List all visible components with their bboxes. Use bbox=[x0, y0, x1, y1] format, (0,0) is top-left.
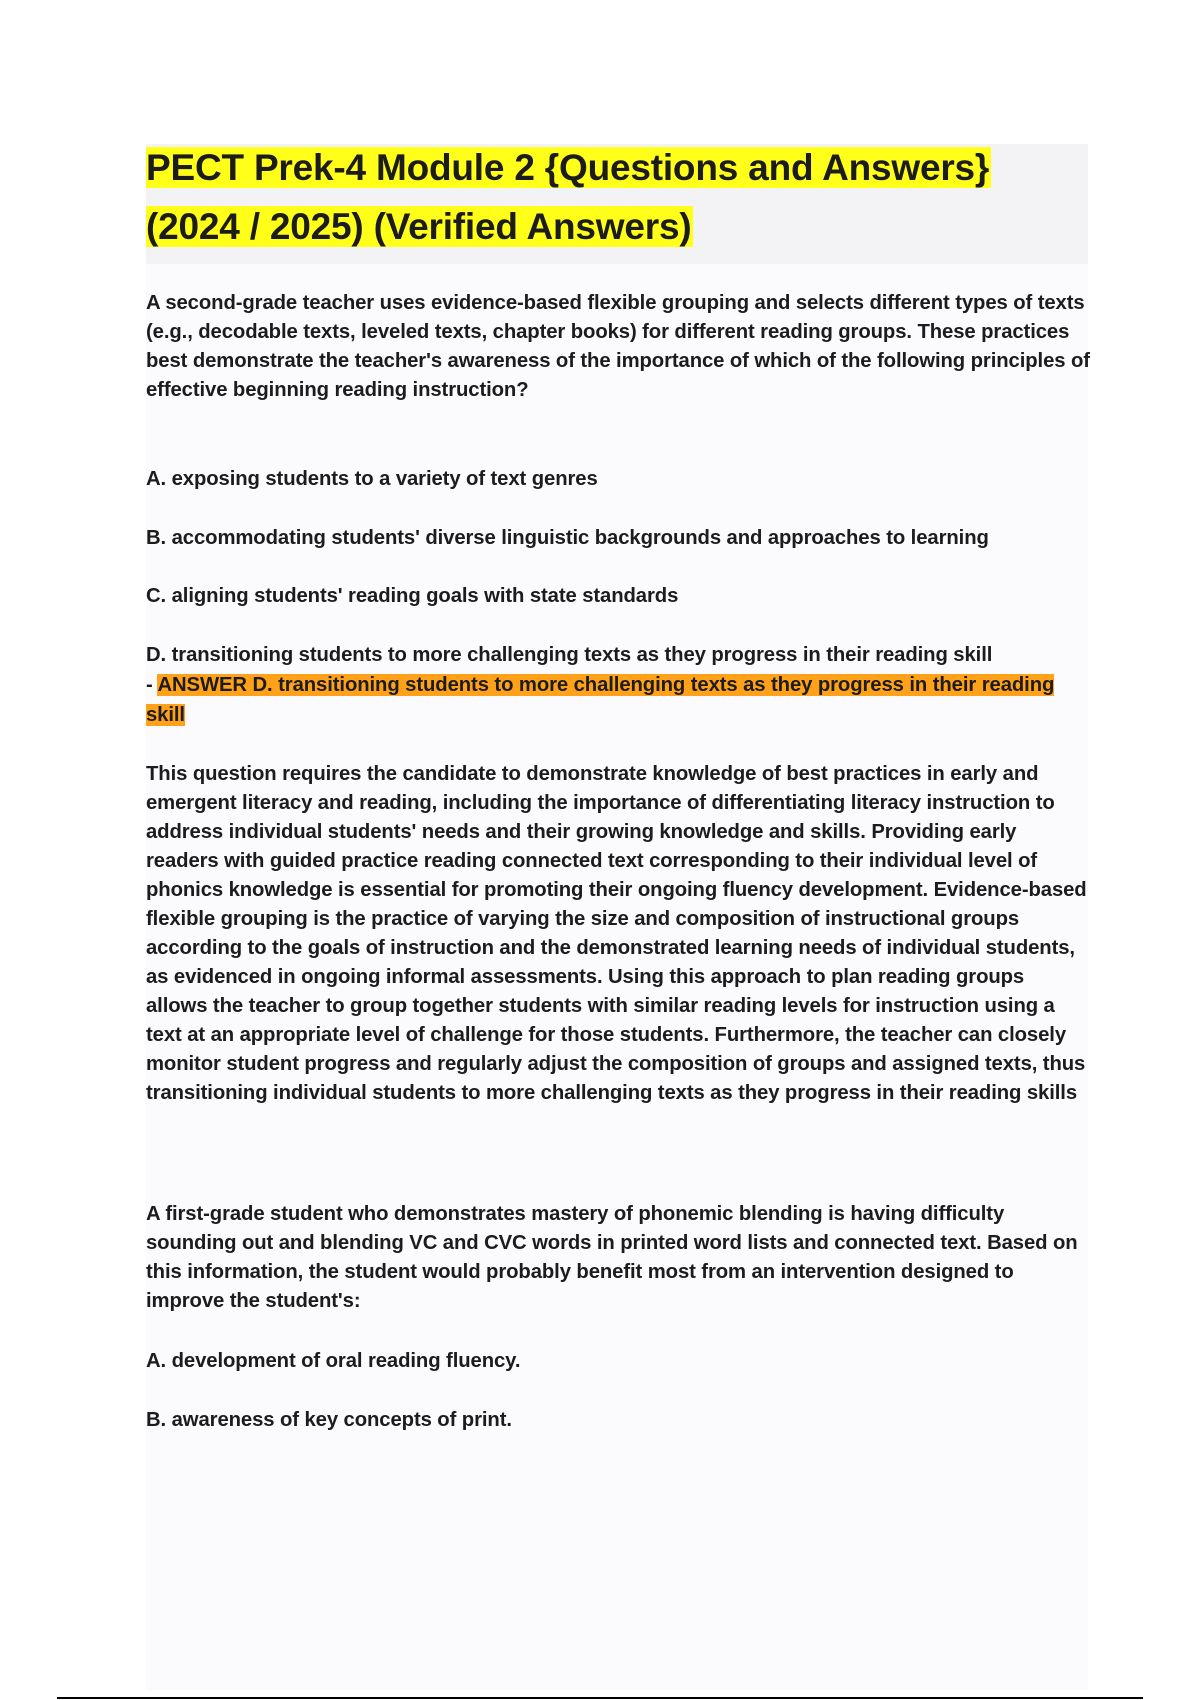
page-bottom-rule bbox=[57, 1697, 1143, 1699]
question-1-option-a: A. exposing students to a variety of text genres bbox=[146, 468, 598, 490]
question-2-option-a: A. development of oral reading fluency. bbox=[146, 1350, 521, 1372]
question-1-option-d: D. transitioning students to more challenging texts as they progress in their reading skill bbox=[146, 644, 993, 666]
answer-prefix: - bbox=[146, 674, 158, 696]
question-2-option-b: B. awareness of key concepts of print. bbox=[146, 1409, 512, 1431]
document-title-line-2 bbox=[146, 202, 693, 252]
title-highlight-2: (2024 / 2025) (Verified Answers) bbox=[146, 206, 692, 247]
question-1-option-c: C. aligning students' reading goals with state standards bbox=[146, 585, 679, 607]
title-highlight-1: PECT Prek-4 Module 2 {Questions and Answers} bbox=[146, 147, 990, 188]
question-1-option-b: B. accommodating students' diverse linguistic backgrounds and approaches to learning bbox=[146, 527, 989, 549]
question-1-stem: A second-grade teacher uses evidence-based flexible grouping and selects different types of texts (e.g., decodable texts, leveled texts, chapter books) for different reading groups. These practices best demonstrate the teacher's awareness of the importance of which of the following principles of effective beginning reading instruction? bbox=[146, 292, 1090, 401]
question-2-stem: A first-grade student who demonstrates mastery of phonemic blending is having difficulty sounding out and blending VC and CVC words in printed word lists and connected text. Based on this information, the student would probably benefit most from an intervention designed to improve the student's: bbox=[146, 1203, 1078, 1312]
answer-highlight: ANSWER D. transitioning students to more challenging texts as they progress in their reading skill bbox=[146, 674, 1055, 726]
document-title-line-1 bbox=[146, 143, 991, 193]
question-1-explanation: This question requires the candidate to demonstrate knowledge of best practices in early and emergent literacy and reading, including the importance of differentiating literacy instruction to address individual students' needs and their growing knowledge and skills. Providing early readers with guided practice reading connected text corresponding to their individual level of phonics knowledge is essential for promoting their ongoing fluency development. Evidence-based flexible grouping is the practice of varying the size and composition of instructional groups according to the goals of instruction and the demonstrated learning needs of individual students, as evidenced in ongoing informal assessments. Using this approach to plan reading groups allows the teacher to group together students with similar reading levels for instruction using a text at an appropriate level of challenge for those students. Furthermore, the teacher can closely monitor student progress and regularly adjust the composition of groups and assigned texts, thus transitioning individual students to more challenging texts as they progress in their reading skills bbox=[146, 763, 1087, 1104]
question-1-answer bbox=[146, 670, 1091, 730]
